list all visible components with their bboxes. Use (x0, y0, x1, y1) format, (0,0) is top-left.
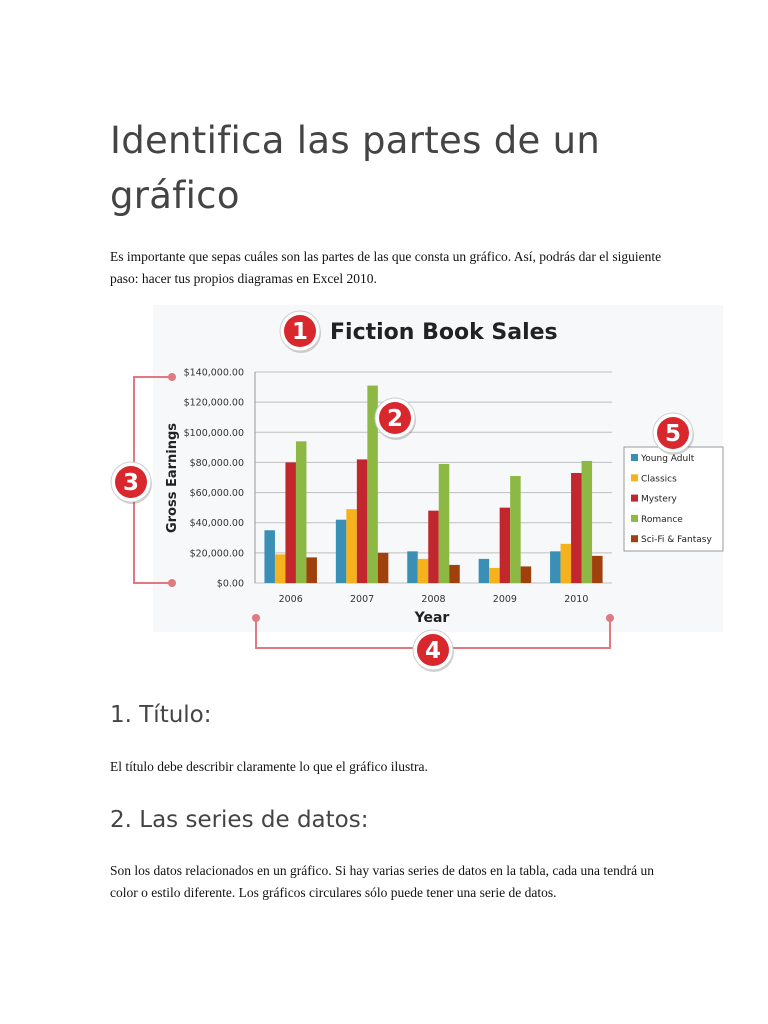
y-tick-label: $0.00 (216, 578, 244, 590)
page-title: Identifica las partes de un gráfico (110, 119, 601, 217)
bar (428, 511, 439, 583)
callout-number: 1 (291, 319, 309, 345)
bar (439, 464, 450, 583)
legend-label: Sci-Fi & Fantasy (641, 535, 712, 546)
legend-label: Romance (641, 514, 683, 525)
chart-figure (110, 305, 726, 675)
y-tick-label: $140,000.00 (183, 367, 244, 379)
section-body-series: Son los datos relacionados en un gráfico. Si hay varias series de datos en la tabla, cada una tendrá un color o estilo diferente. Los gráficos circulares sólo puede tener una serie de datos. (110, 863, 654, 900)
callout-badge-4 (413, 630, 454, 672)
bar (479, 559, 490, 583)
bar (357, 459, 368, 583)
x-tick-label: 2007 (350, 594, 375, 605)
bar (521, 566, 532, 583)
y-tick-label: $60,000.00 (189, 488, 244, 500)
x-tick-label: 2006 (278, 594, 303, 605)
bar (550, 551, 561, 583)
chart-title: Fiction Book Sales (330, 320, 558, 345)
bar (500, 508, 511, 583)
x-axis-label: Year (414, 610, 450, 626)
bar (571, 473, 582, 583)
callout-number: 3 (122, 470, 140, 496)
bracket-end-dot (606, 614, 614, 622)
callout-number: 4 (424, 638, 442, 664)
bar (407, 551, 418, 583)
y-tick-label: $80,000.00 (189, 457, 244, 469)
section-body-title: El título debe describir claramente lo que el gráfico ilustra. (110, 759, 428, 774)
bar (561, 544, 572, 583)
legend-swatch (631, 474, 638, 481)
bar (346, 509, 357, 583)
legend-label: Mystery (641, 494, 677, 505)
bar (336, 520, 347, 583)
bar (449, 565, 460, 583)
legend-label: Classics (641, 474, 677, 485)
bar (378, 553, 389, 583)
bar (285, 462, 296, 583)
bar (275, 554, 286, 583)
legend-swatch (631, 515, 638, 522)
bar (510, 476, 521, 583)
y-tick-label: $120,000.00 (183, 397, 244, 409)
y-tick-label: $20,000.00 (189, 548, 244, 560)
legend-swatch (631, 495, 638, 502)
x-tick-label: 2010 (564, 594, 589, 605)
callout-number: 5 (664, 421, 682, 447)
callout-badge-3 (111, 462, 152, 504)
callout-number: 2 (386, 406, 404, 432)
x-tick-label: 2009 (492, 594, 517, 605)
legend-label: Young Adult (641, 454, 695, 464)
bar (582, 461, 593, 583)
section-heading-series: 2. Las series de datos: (110, 807, 369, 833)
bar (296, 441, 307, 583)
legend-swatch (631, 454, 638, 461)
section-heading-title: 1. Título: (110, 702, 212, 728)
bar (489, 568, 500, 583)
bracket-end-dot (168, 579, 176, 587)
bracket-end-dot (252, 614, 260, 622)
intro-paragraph: Es importante que sepas cuáles son las partes de las que consta un gráfico. Así, podrás dar el siguiente paso: hacer tus propios diagramas en Excel 2010. (110, 249, 662, 286)
bar (264, 530, 275, 583)
bar (418, 559, 429, 583)
x-tick-label: 2008 (421, 594, 446, 605)
bar (306, 557, 317, 583)
y-tick-label: $100,000.00 (183, 427, 244, 439)
bracket-end-dot (168, 373, 176, 381)
y-tick-label: $40,000.00 (189, 518, 244, 530)
legend-swatch (631, 535, 638, 542)
y-axis-label: Gross Earnings (165, 422, 180, 534)
bar (592, 556, 603, 583)
